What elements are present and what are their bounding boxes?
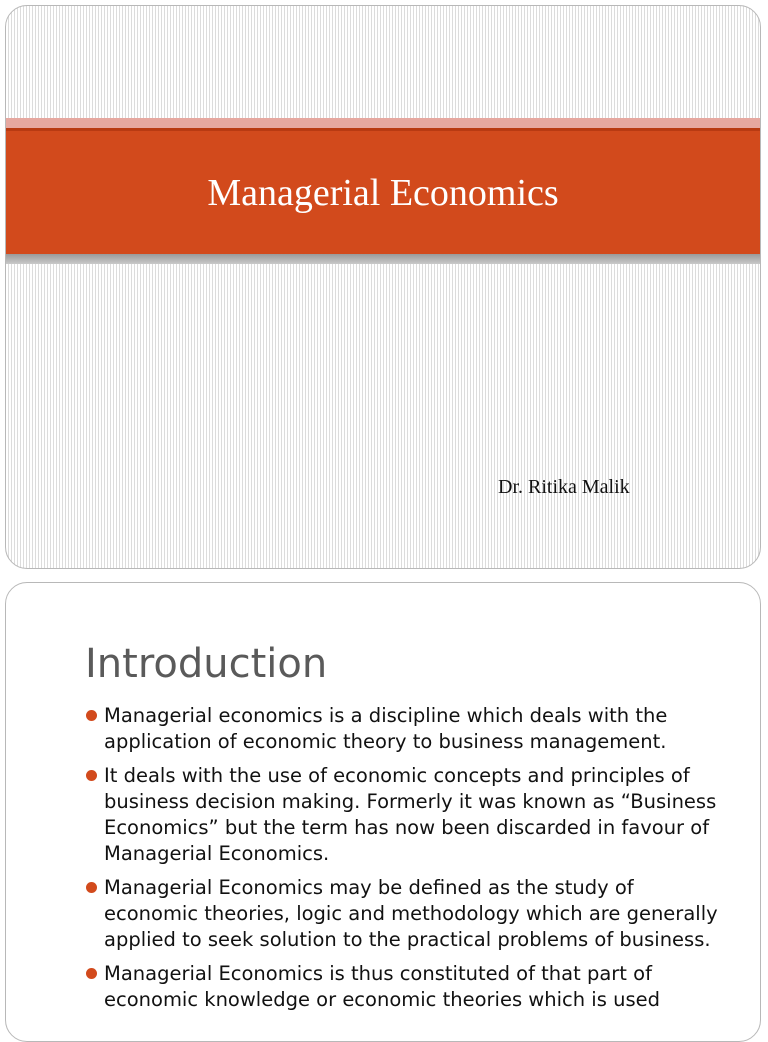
slide-heading: Introduction bbox=[85, 641, 328, 687]
author-name: Dr. Ritika Malik bbox=[498, 476, 630, 498]
title-band-top-stripe bbox=[6, 118, 760, 128]
bullet-item bbox=[86, 763, 732, 867]
bullet-text: Managerial economics is a discipline which deals with the application of economic theory to business management. bbox=[104, 704, 668, 753]
bullet-dot-icon bbox=[86, 968, 97, 979]
bullet-list bbox=[86, 703, 732, 1021]
bullet-dot-icon bbox=[86, 710, 97, 721]
bullet-text: Managerial Economics is thus constituted of that part of economic knowledge or economic theories which is used bbox=[104, 962, 660, 1011]
introduction-slide bbox=[5, 582, 761, 1042]
bullet-text: It deals with the use of economic concepts and principles of business decision making. Formerly it was known as “Business Economics” but the term has now been discarded in favour of Managerial Economics. bbox=[104, 764, 717, 865]
bullet-dot-icon bbox=[86, 882, 97, 893]
bullet-item bbox=[86, 703, 732, 755]
bullet-item bbox=[86, 961, 732, 1013]
bullet-dot-icon bbox=[86, 770, 97, 781]
title-slide bbox=[5, 5, 761, 569]
deck-title: Managerial Economics bbox=[207, 172, 559, 214]
bullet-text: Managerial Economics may be defined as the study of economic theories, logic and methodology which are generally applied to seek solution to the practical problems of business. bbox=[104, 876, 718, 951]
bullet-item bbox=[86, 875, 732, 953]
title-band-shadow bbox=[6, 254, 760, 264]
